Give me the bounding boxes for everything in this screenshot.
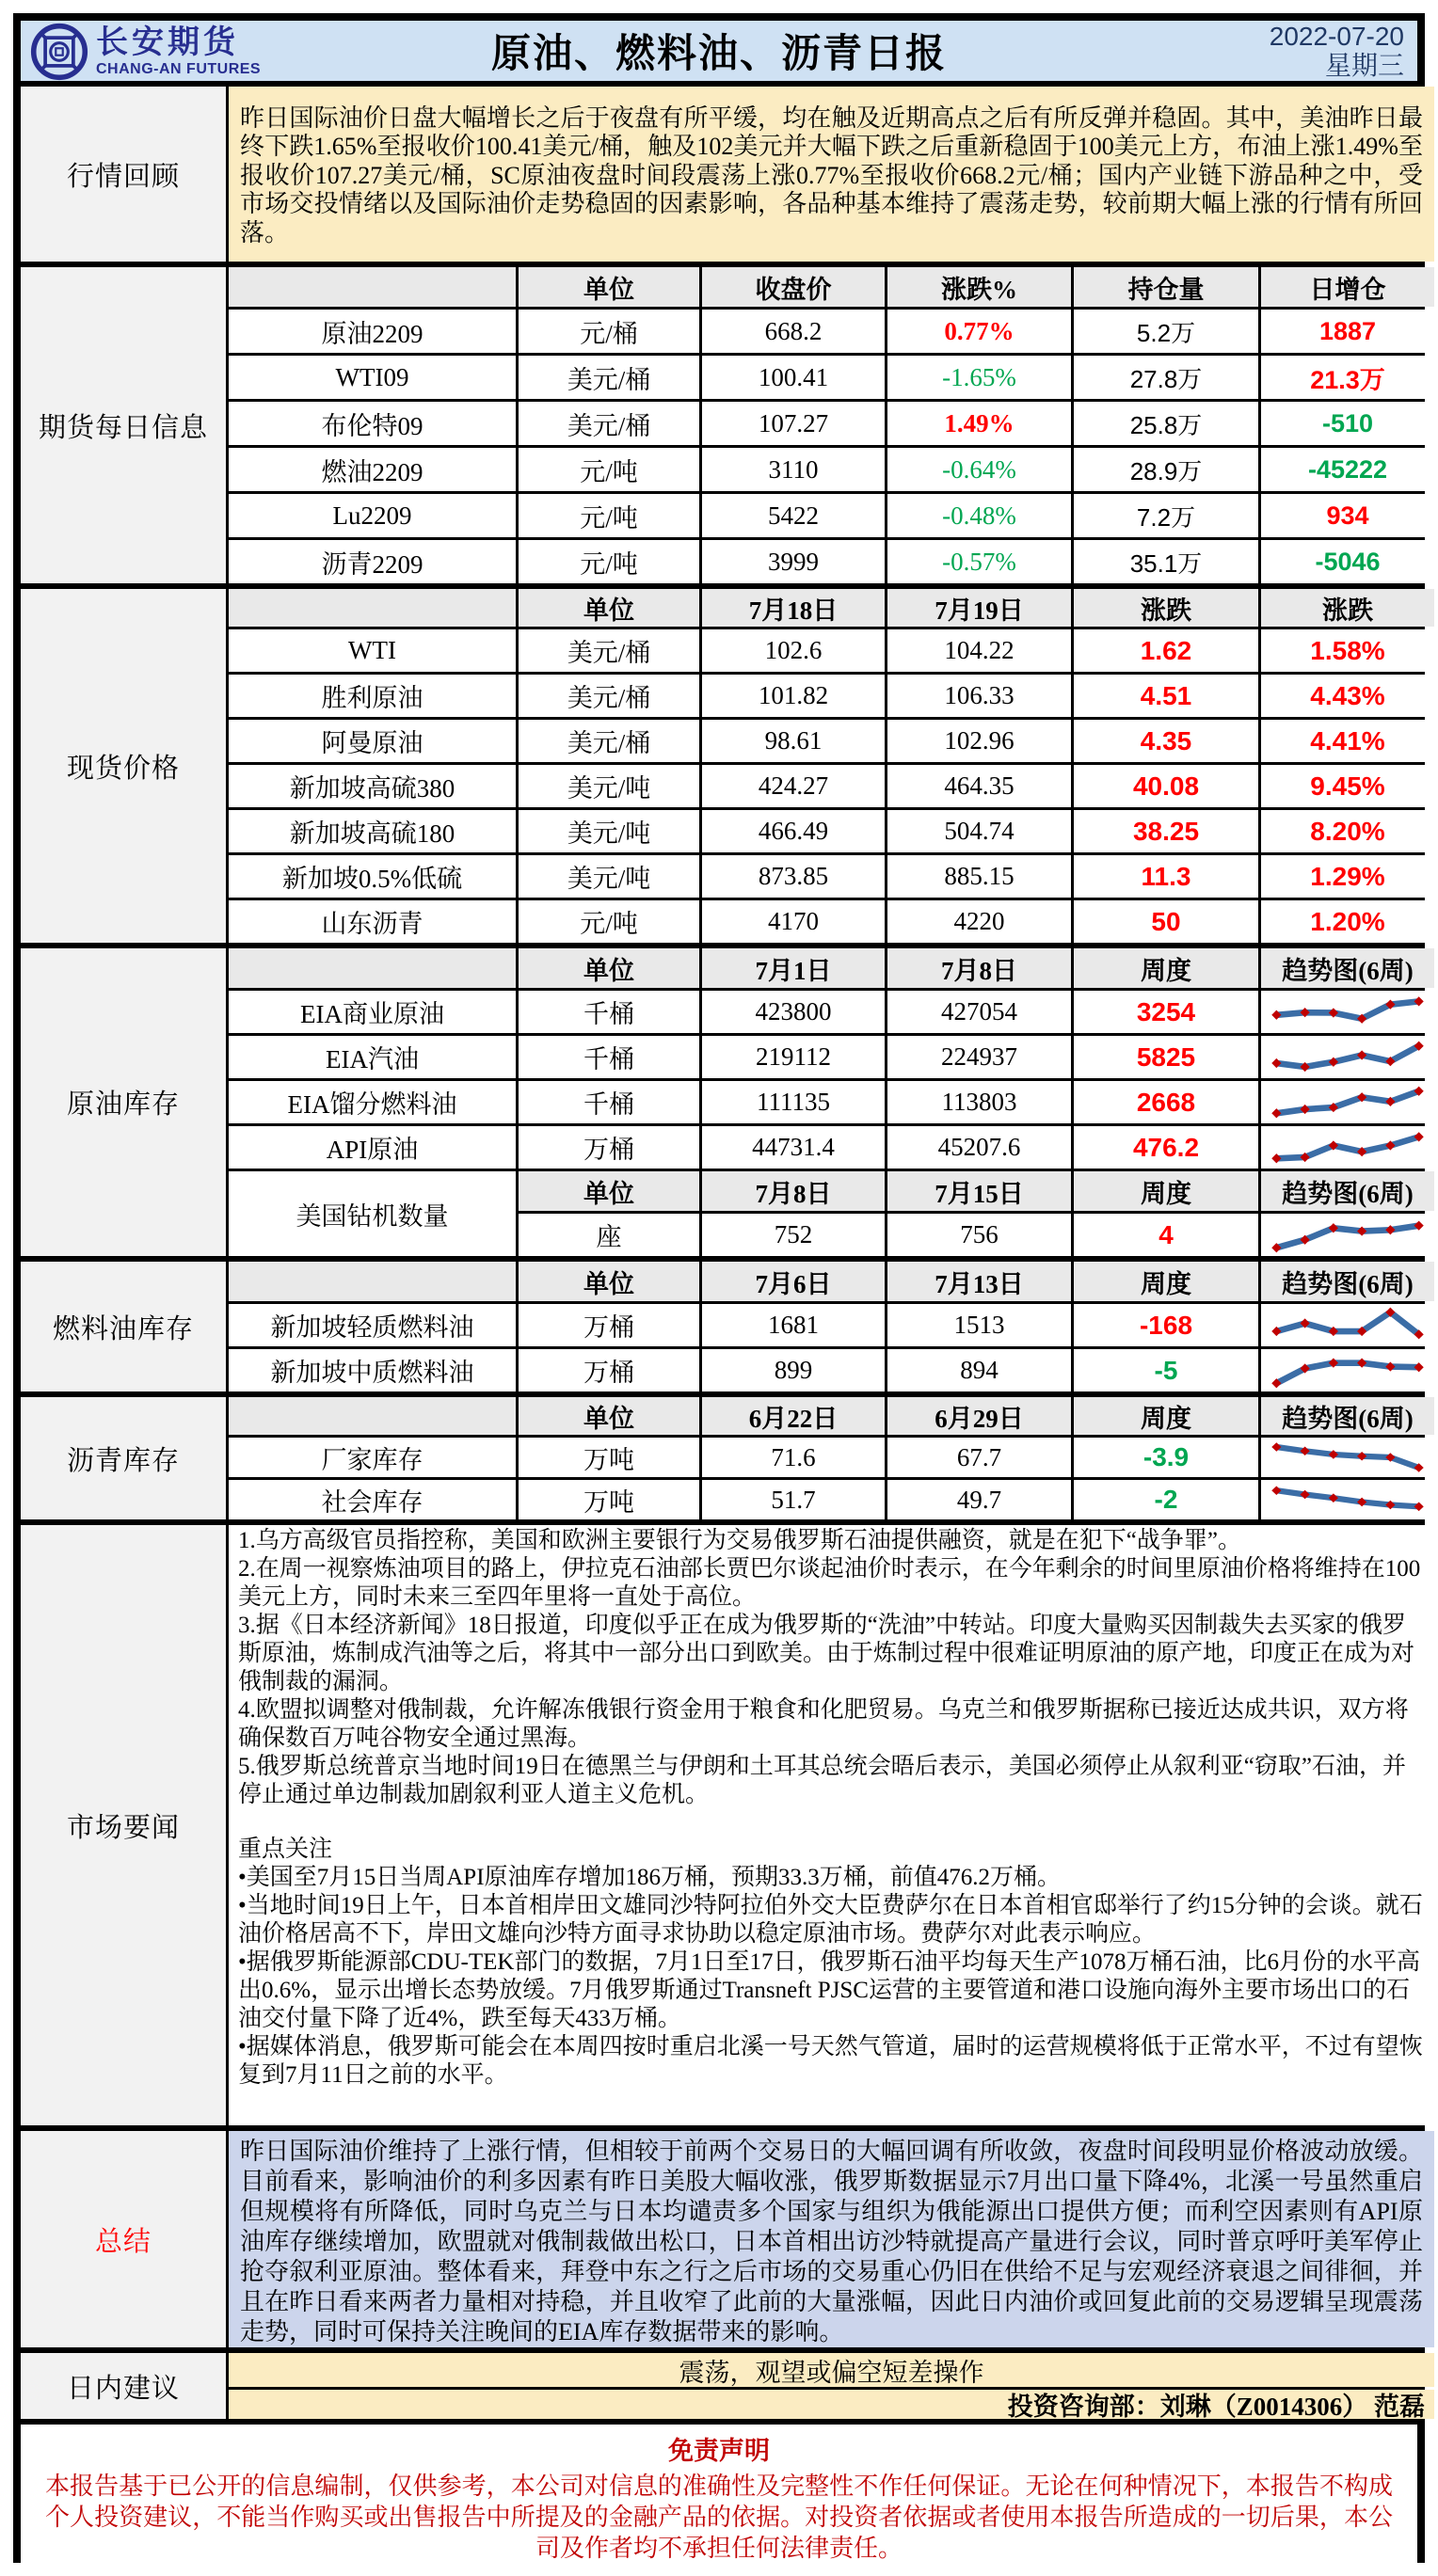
fuel-unit: 万桶 bbox=[519, 1349, 699, 1391]
crude-d1: 111135 bbox=[702, 1081, 885, 1123]
news-item: 3.据《日本经济新闻》18日报道，印度似乎正在成为俄罗斯的“洗油”中转站。印度大量购买因制裁失去买家的俄罗斯原油，炼制成汽油等之后，将其中一部分出口到欧美。由于炼制过程中很难证明原油的原产地，印度正在成为对俄制裁的漏洞。 bbox=[238, 1613, 1415, 1694]
spot-d2: 104.22 bbox=[887, 629, 1071, 672]
spot-chgpct: 8.20% bbox=[1261, 810, 1434, 852]
spot-row-label: 新加坡高硫380 bbox=[229, 765, 516, 807]
asphalt-row-label: 厂家库存 bbox=[229, 1438, 516, 1477]
spot-d2: 504.74 bbox=[887, 810, 1071, 852]
spot-unit: 元/吨 bbox=[519, 900, 699, 943]
section-label-asphalt: 沥青库存 bbox=[21, 1397, 226, 1519]
company-logo bbox=[30, 23, 261, 81]
asphalt-d1: 51.7 bbox=[702, 1480, 885, 1519]
crude-weekly: 5825 bbox=[1074, 1036, 1258, 1078]
crude-row-label: EIA商业原油 bbox=[229, 991, 516, 1033]
market-news-section bbox=[21, 1525, 1423, 2125]
rig-weekly: 4 bbox=[1074, 1214, 1258, 1256]
futures-oi: 28.9万 bbox=[1074, 448, 1258, 491]
futures-close: 668.2 bbox=[702, 310, 885, 353]
spot-chg: 50 bbox=[1074, 900, 1258, 943]
futures-unit: 美元/桶 bbox=[519, 356, 699, 399]
futures-oi: 5.2万 bbox=[1074, 310, 1258, 353]
fuel-weekly: -168 bbox=[1074, 1304, 1258, 1346]
crude-row-label: EIA汽油 bbox=[229, 1036, 516, 1078]
rig-header-weekly: 周度 bbox=[1074, 1171, 1258, 1211]
asphalt-d2: 67.7 bbox=[887, 1438, 1071, 1477]
futures-chgpct: -0.64% bbox=[887, 448, 1071, 491]
asphalt-header-weekly: 周度 bbox=[1074, 1397, 1258, 1435]
rig-count-label: 美国钻机数量 bbox=[229, 1171, 516, 1256]
futures-unit: 元/吨 bbox=[519, 494, 699, 537]
futures-header-oi: 持仓量 bbox=[1074, 267, 1258, 307]
fuel-header-d2: 7月13日 bbox=[887, 1262, 1071, 1301]
crude-header-trend: 趋势图(6周) bbox=[1261, 948, 1434, 988]
spot-d2: 464.35 bbox=[887, 765, 1071, 807]
rig-d1: 752 bbox=[702, 1214, 885, 1256]
news-focus-item: •据俄罗斯能源部CDU-TEK部门的数据，7月1日至17日，俄罗斯石油平均每天生产1078万桶石油，比6月份的水平高出0.6%，显示出增长态势放缓。7月俄罗斯通过Transneft PJSC运营的主要管道和港口设施向海外主要市场出口的石油交付量下降了近4%，跌至每天433万桶。 bbox=[238, 1949, 1420, 2031]
news-content-cell bbox=[229, 1525, 1434, 2125]
futures-row-label: 沥青2209 bbox=[229, 540, 516, 583]
crude-row-label: API原油 bbox=[229, 1126, 516, 1169]
crude-inventory-section bbox=[21, 948, 1417, 1256]
spot-row-label: 新加坡高硫180 bbox=[229, 810, 516, 852]
spot-chg: 40.08 bbox=[1074, 765, 1258, 807]
news-focus-item: •当地时间19日上午，日本首相岸田文雄同沙特阿拉伯外交大臣费萨尔在日本首相官邸举行了约15分钟的会谈。就石油价格居高不下，岸田文雄向沙特方面寻求协助以稳定原油市场。费萨尔对此表示响应。 bbox=[238, 1893, 1423, 1947]
crude-d1: 423800 bbox=[702, 991, 885, 1033]
section-label-crude: 原油库存 bbox=[21, 948, 226, 1256]
futures-row-label: 燃油2209 bbox=[229, 448, 516, 491]
crude-d1: 44731.4 bbox=[702, 1126, 885, 1169]
futures-oichg: 934 bbox=[1261, 494, 1434, 537]
spot-d1: 424.27 bbox=[702, 765, 885, 807]
futures-oichg: -510 bbox=[1261, 402, 1434, 445]
crude-weekly: 2668 bbox=[1074, 1081, 1258, 1123]
spot-chgpct: 1.29% bbox=[1261, 855, 1434, 898]
spot-header-blank bbox=[229, 589, 516, 627]
spot-chgpct: 4.41% bbox=[1261, 720, 1434, 762]
crude-header-weekly: 周度 bbox=[1074, 948, 1258, 988]
fuel-unit: 万桶 bbox=[519, 1304, 699, 1346]
review-text: 昨日国际油价日盘大幅增长之后于夜盘有所平缓，均在触及近期高点之后有所反弹并稳固。其中，美油昨日最终下跌1.65%至报收价100.41美元/桶，触及102美元并大幅下跌之后重新稳固于100美元上方，布油上涨1.49%至报收价107.27美元/桶，SC原油夜盘时间段震荡上涨0.77%至报收价668.2元/桶；国内产业链下游品种之中，受市场交投情绪以及国际油价走势稳固的因素影响，各品种基本维持了震荡走势，较前期大幅上涨的行情有所回落。 bbox=[240, 103, 1423, 246]
spot-chg: 1.62 bbox=[1074, 629, 1258, 672]
crude-unit: 千桶 bbox=[519, 1036, 699, 1078]
spot-header-d1: 7月18日 bbox=[702, 589, 885, 627]
spot-chgpct: 4.43% bbox=[1261, 675, 1434, 717]
futures-header-chgpct: 涨跌% bbox=[887, 267, 1071, 307]
spot-price-section bbox=[21, 589, 1417, 943]
news-focus-item: •美国至7月15日当周API原油库存增加186万桶，预期33.3万桶，前值476.2万桶。 bbox=[238, 1865, 1062, 1890]
asphalt-unit: 万吨 bbox=[519, 1480, 699, 1519]
spot-header-unit: 单位 bbox=[519, 589, 699, 627]
section-label-fuel: 燃料油库存 bbox=[21, 1262, 226, 1391]
rig-header-trend: 趋势图(6周) bbox=[1261, 1171, 1434, 1211]
trend-sparkline bbox=[1261, 1304, 1434, 1346]
news-body bbox=[229, 1525, 1434, 2091]
futures-close: 3999 bbox=[702, 540, 885, 583]
spot-d1: 102.6 bbox=[702, 629, 885, 672]
asphalt-header-unit: 单位 bbox=[519, 1397, 699, 1435]
trend-sparkline bbox=[1261, 1438, 1434, 1477]
fuel-header-blank bbox=[229, 1262, 516, 1301]
advice-signature: 投资咨询部：刘琳（Z0014306） 范磊 bbox=[229, 2390, 1434, 2419]
market-review-section bbox=[21, 87, 1423, 262]
spot-chgpct: 1.58% bbox=[1261, 629, 1434, 672]
trend-sparkline bbox=[1261, 1081, 1434, 1123]
spot-row-label: 山东沥青 bbox=[229, 900, 516, 943]
futures-oichg: 1887 bbox=[1261, 310, 1434, 353]
news-focus-item: •据媒体消息，俄罗斯可能会在本周四按时重启北溪一号天然气管道，届时的运营规模将低于正常水平，不过有望恢复到7月11日之前的水平。 bbox=[238, 2034, 1423, 2088]
futures-row-label: WTI09 bbox=[229, 356, 516, 399]
spot-d1: 4170 bbox=[702, 900, 885, 943]
asphalt-header-trend: 趋势图(6周) bbox=[1261, 1397, 1434, 1435]
weekday-value: 星期三 bbox=[1324, 51, 1404, 80]
spot-row-label: 阿曼原油 bbox=[229, 720, 516, 762]
fuel-d2: 894 bbox=[887, 1349, 1071, 1391]
spot-chg: 4.51 bbox=[1074, 675, 1258, 717]
spot-d2: 102.96 bbox=[887, 720, 1071, 762]
disclaimer-title: 免责声明 bbox=[668, 2437, 770, 2465]
futures-oichg: 21.3万 bbox=[1261, 356, 1434, 399]
spot-row-label: 胜利原油 bbox=[229, 675, 516, 717]
crude-unit: 万桶 bbox=[519, 1126, 699, 1169]
fuel-d2: 1513 bbox=[887, 1304, 1071, 1346]
futures-row-label: 布伦特09 bbox=[229, 402, 516, 445]
spot-chgpct: 1.20% bbox=[1261, 900, 1434, 943]
asphalt-d2: 49.7 bbox=[887, 1480, 1071, 1519]
futures-oichg: -5046 bbox=[1261, 540, 1434, 583]
review-content-cell bbox=[229, 87, 1434, 262]
crude-unit: 千桶 bbox=[519, 991, 699, 1033]
asphalt-d1: 71.6 bbox=[702, 1438, 885, 1477]
spot-header-chg: 涨跌 bbox=[1074, 589, 1258, 627]
futures-chgpct: -1.65% bbox=[887, 356, 1071, 399]
section-label-summary: 总结 bbox=[21, 2131, 226, 2347]
futures-close: 3110 bbox=[702, 448, 885, 491]
rig-header-unit: 单位 bbox=[519, 1171, 699, 1211]
futures-unit: 元/桶 bbox=[519, 310, 699, 353]
report-frame bbox=[13, 13, 1425, 2563]
crude-header-blank bbox=[229, 948, 516, 988]
spot-header-chgpct: 涨跌 bbox=[1261, 589, 1434, 627]
spot-unit: 美元/吨 bbox=[519, 810, 699, 852]
report-header bbox=[21, 21, 1417, 81]
futures-oi: 25.8万 bbox=[1074, 402, 1258, 445]
futures-header-blank bbox=[229, 267, 516, 307]
disclaimer-cell bbox=[21, 2425, 1417, 2568]
spot-header-d2: 7月19日 bbox=[887, 589, 1071, 627]
fuel-header-trend: 趋势图(6周) bbox=[1261, 1262, 1434, 1301]
crude-header-d1: 7月1日 bbox=[702, 948, 885, 988]
spot-d2: 4220 bbox=[887, 900, 1071, 943]
fuel-inventory-section bbox=[21, 1262, 1417, 1391]
news-item: 4.欧盟拟调整对俄制裁，允许解冻俄银行资金用于粮食和化肥贸易。乌克兰和俄罗斯据称已接近达成共识，双方将确保数百万吨谷物安全通过黑海。 bbox=[238, 1697, 1409, 1751]
spot-chgpct: 9.45% bbox=[1261, 765, 1434, 807]
asphalt-header-d2: 6月29日 bbox=[887, 1397, 1071, 1435]
news-item: 2.在周一视察炼油项目的路上，伊拉克石油部长贾巴尔谈起油价时表示，在今年剩余的时间里原油价格将维持在100美元上方，同时未来三至四年里将一直处于高位。 bbox=[238, 1556, 1421, 1610]
asphalt-row-label: 社会库存 bbox=[229, 1480, 516, 1519]
futures-close: 100.41 bbox=[702, 356, 885, 399]
spot-unit: 美元/桶 bbox=[519, 629, 699, 672]
futures-header-oichg: 日增仓 bbox=[1261, 267, 1434, 307]
spot-unit: 美元/桶 bbox=[519, 675, 699, 717]
crude-d2: 224937 bbox=[887, 1036, 1071, 1078]
summary-section bbox=[21, 2131, 1423, 2347]
futures-oi: 35.1万 bbox=[1074, 540, 1258, 583]
fuel-row-label: 新加坡中质燃料油 bbox=[229, 1349, 516, 1391]
futures-daily-section bbox=[21, 267, 1417, 583]
news-item: 5.俄罗斯总统普京当地时间19日在德黑兰与伊朗和土耳其总统会晤后表示，美国必须停止从叙利亚“窃取”石油，并停止通过单边制裁加剧叙利亚人道主义危机。 bbox=[238, 1754, 1406, 1807]
futures-oi: 7.2万 bbox=[1074, 494, 1258, 537]
news-focus-title: 重点关注 bbox=[238, 1837, 333, 1862]
logo-text bbox=[96, 24, 262, 77]
fuel-d1: 1681 bbox=[702, 1304, 885, 1346]
summary-text: 昨日国际油价维持了上涨行情，但相较于前两个交易日的大幅回调有所收敛，夜盘时间段明显价格波动放缓。目前看来，影响油价的利多因素有昨日美股大幅收涨，俄罗斯数据显示7月出口量下降4%，北溪一号虽然重启但规模将有所降低，同时乌克兰与日本均谴责多个国家与组织为俄能源出口提供方便；而利空因素则有API原油库存继续增加，欧盟就对俄制裁做出松口，日本首相出访沙特就提高产量进行会议，同时普京呼吁美军停止抢夺叙利亚原油。整体看来，拜登中东之行之后市场的交易重心仍旧在供给不足与宏观经济衰退之间徘徊，并且在昨日看来两者力量相对持稳，并且收窄了此前的大量涨幅，因此日内油价或回复此前的交易逻辑呈现震荡走势，同时可保持关注晚间的EIA库存数据带来的影响。 bbox=[240, 2138, 1423, 2345]
section-label-review: 行情回顾 bbox=[21, 87, 226, 262]
spot-chg: 38.25 bbox=[1074, 810, 1258, 852]
fuel-weekly: -5 bbox=[1074, 1349, 1258, 1391]
rig-unit: 座 bbox=[519, 1214, 699, 1256]
section-label-advice: 日内建议 bbox=[21, 2353, 226, 2419]
fuel-row-label: 新加坡轻质燃料油 bbox=[229, 1304, 516, 1346]
rig-header-d1: 7月8日 bbox=[702, 1171, 885, 1211]
trend-sparkline bbox=[1261, 1214, 1434, 1256]
futures-row-label: 原油2209 bbox=[229, 310, 516, 353]
section-label-futures: 期货每日信息 bbox=[21, 267, 226, 583]
trend-sparkline bbox=[1261, 991, 1434, 1033]
futures-chgpct: -0.48% bbox=[887, 494, 1071, 537]
spot-chg: 4.35 bbox=[1074, 720, 1258, 762]
advice-section bbox=[21, 2353, 1425, 2419]
futures-oi: 27.8万 bbox=[1074, 356, 1258, 399]
futures-header-unit: 单位 bbox=[519, 267, 699, 307]
spot-d1: 873.85 bbox=[702, 855, 885, 898]
asphalt-weekly: -2 bbox=[1074, 1480, 1258, 1519]
crude-d2: 45207.6 bbox=[887, 1126, 1071, 1169]
spot-d1: 101.82 bbox=[702, 675, 885, 717]
asphalt-header-d1: 6月22日 bbox=[702, 1397, 885, 1435]
fuel-header-weekly: 周度 bbox=[1074, 1262, 1258, 1301]
crude-row-label: EIA馏分燃料油 bbox=[229, 1081, 516, 1123]
spot-row-label: WTI bbox=[229, 629, 516, 672]
crude-header-unit: 单位 bbox=[519, 948, 699, 988]
crude-weekly: 476.2 bbox=[1074, 1126, 1258, 1169]
asphalt-weekly: -3.9 bbox=[1074, 1438, 1258, 1477]
futures-chgpct: -0.57% bbox=[887, 540, 1071, 583]
crude-header-d2: 7月8日 bbox=[887, 948, 1071, 988]
futures-header-close: 收盘价 bbox=[702, 267, 885, 307]
spot-row-label: 新加坡0.5%低硫 bbox=[229, 855, 516, 898]
logo-name-cn: 长安期货 bbox=[96, 24, 239, 60]
futures-unit: 美元/桶 bbox=[519, 402, 699, 445]
logo-name-en: CHANG-AN FUTURES bbox=[96, 60, 262, 77]
crude-d2: 427054 bbox=[887, 991, 1071, 1033]
section-label-spot: 现货价格 bbox=[21, 589, 226, 943]
futures-row-label: Lu2209 bbox=[229, 494, 516, 537]
rig-header-d2: 7月15日 bbox=[887, 1171, 1071, 1211]
futures-unit: 元/吨 bbox=[519, 540, 699, 583]
spot-unit: 美元/吨 bbox=[519, 765, 699, 807]
report-date bbox=[1270, 22, 1404, 80]
fuel-header-d1: 7月6日 bbox=[702, 1262, 885, 1301]
futures-close: 107.27 bbox=[702, 402, 885, 445]
futures-chgpct: 0.77% bbox=[887, 310, 1071, 353]
futures-oichg: -45222 bbox=[1261, 448, 1434, 491]
crude-d1: 219112 bbox=[702, 1036, 885, 1078]
futures-unit: 元/吨 bbox=[519, 448, 699, 491]
page-title: 原油、燃料油、沥青日报 bbox=[490, 33, 947, 76]
spot-d2: 106.33 bbox=[887, 675, 1071, 717]
spot-d1: 98.61 bbox=[702, 720, 885, 762]
spot-unit: 美元/桶 bbox=[519, 720, 699, 762]
spot-unit: 美元/吨 bbox=[519, 855, 699, 898]
asphalt-header-blank bbox=[229, 1397, 516, 1435]
disclaimer-section bbox=[21, 2425, 1417, 2568]
trend-sparkline bbox=[1261, 1349, 1434, 1391]
crude-weekly: 3254 bbox=[1074, 991, 1258, 1033]
date-value: 2022-07-20 bbox=[1269, 22, 1404, 51]
futures-chgpct: 1.49% bbox=[887, 402, 1071, 445]
fuel-header-unit: 单位 bbox=[519, 1262, 699, 1301]
summary-content-cell bbox=[229, 2131, 1434, 2347]
spot-d1: 466.49 bbox=[702, 810, 885, 852]
trend-sparkline bbox=[1261, 1036, 1434, 1078]
disclaimer-text: 本报告基于已公开的信息编制，仅供参考，本公司对信息的准确性及完整性不作任何保证。无论在何种情况下，本报告不构成个人投资建议，不能当作购买或出售报告中所提及的金融产品的依据。对投资者依据或者使用本报告所造成的一切后果，本公司及作者均不承担任何法律责任。 bbox=[45, 2473, 1393, 2562]
spot-chg: 11.3 bbox=[1074, 855, 1258, 898]
trend-sparkline bbox=[1261, 1480, 1434, 1519]
spot-d2: 885.15 bbox=[887, 855, 1071, 898]
trend-sparkline bbox=[1261, 1126, 1434, 1169]
asphalt-inventory-section bbox=[21, 1397, 1417, 1519]
advice-text: 震荡，观望或偏空短差操作 bbox=[229, 2353, 1434, 2387]
section-label-news: 市场要闻 bbox=[21, 1525, 226, 2125]
crude-unit: 千桶 bbox=[519, 1081, 699, 1123]
fuel-d1: 899 bbox=[702, 1349, 885, 1391]
asphalt-unit: 万吨 bbox=[519, 1438, 699, 1477]
crude-d2: 113803 bbox=[887, 1081, 1071, 1123]
coin-logo-icon bbox=[30, 23, 88, 81]
news-item: 1.乌方高级官员指控称，美国和欧洲主要银行为交易俄罗斯石油提供融资，就是在犯下“战争罪”。 bbox=[238, 1528, 1241, 1553]
futures-close: 5422 bbox=[702, 494, 885, 537]
rig-d2: 756 bbox=[887, 1214, 1071, 1256]
